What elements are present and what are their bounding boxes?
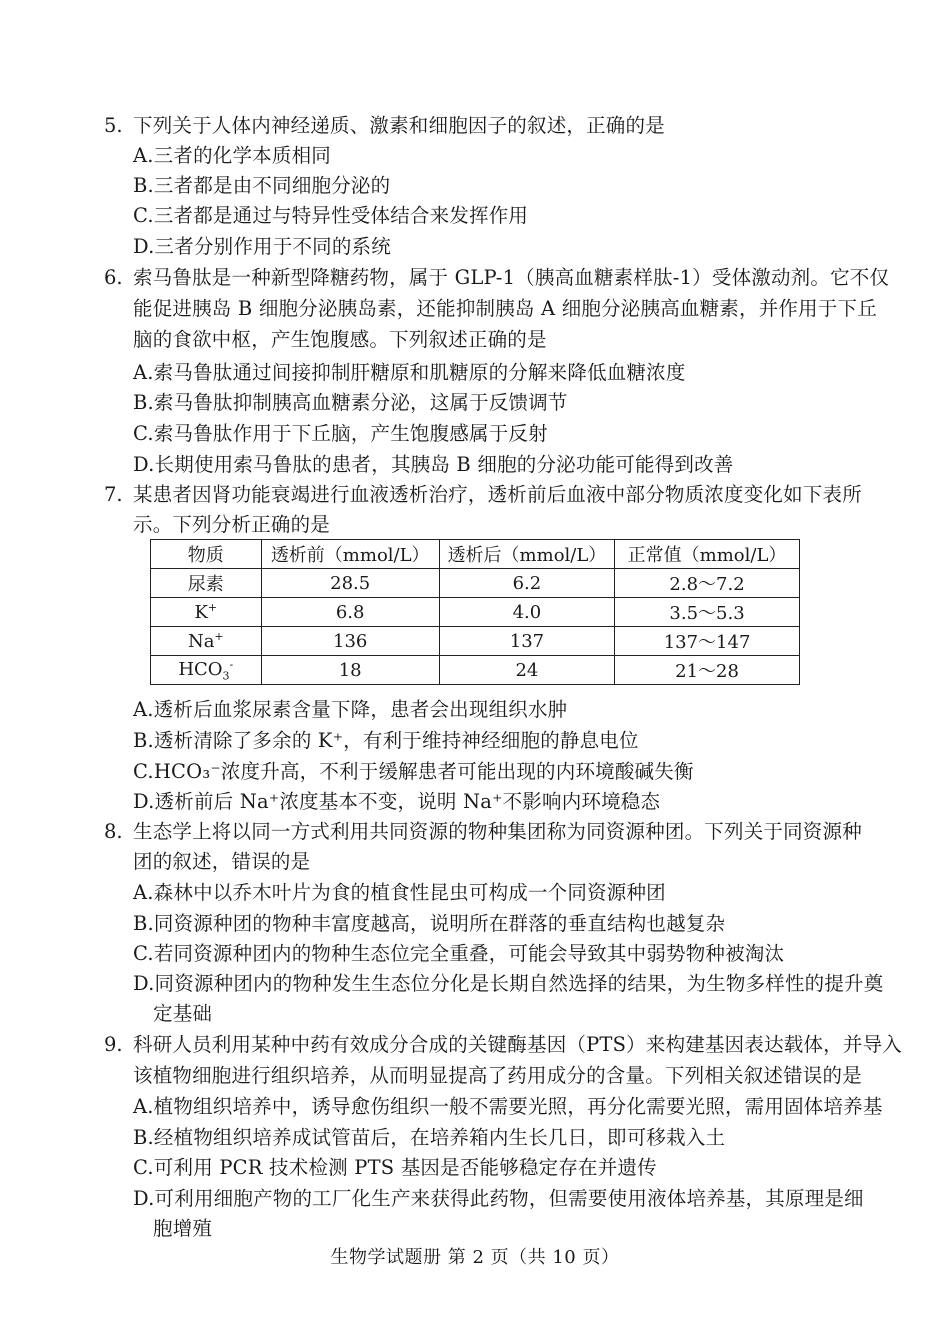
question-9-option-b: B.经植物组织培养成试管苗后，在培养箱内生长几日，即可移栽入土 <box>133 1126 726 1149</box>
substance-name: 尿素 <box>187 574 224 595</box>
question-8-option-a: A.森林中以乔木叶片为食的植食性昆虫可构成一个同资源种团 <box>133 881 666 904</box>
question-6-stem-line-3: 脑的食欲中枢，产生饱腹感。下列叙述正确的是 <box>133 328 547 351</box>
question-6-option-d: D.长期使用索马鲁肽的患者，其胰岛 B 细胞的分泌功能可能得到改善 <box>133 453 734 476</box>
question-8-stem-line-1: 生态学上将以同一方式利用共同资源的物种集团称为同资源种团。下列关于同资源种 <box>133 820 862 843</box>
before-cell: 6.8 <box>261 598 439 627</box>
question-8-number: 8. <box>104 820 123 843</box>
dialysis-table <box>150 539 800 685</box>
substance-cell <box>151 598 262 627</box>
table-row <box>151 627 800 656</box>
question-5-stem: 下列关于人体内神经递质、激素和细胞因子的叙述，正确的是 <box>133 114 665 137</box>
after-cell: 6.2 <box>439 569 614 598</box>
page-footer: 生物学试题册 第 2 页（共 10 页） <box>330 1247 620 1268</box>
question-7-number: 7. <box>104 483 123 506</box>
after-cell: 4.0 <box>439 598 614 627</box>
question-5-option-b: B.三者都是由不同细胞分泌的 <box>133 174 391 197</box>
before-cell: 28.5 <box>261 569 439 598</box>
question-8-option-d-line-2: 定基础 <box>153 1002 213 1025</box>
substance-cell <box>151 627 262 656</box>
question-5-number: 5. <box>104 114 123 137</box>
question-7-option-a: A.透析后血浆尿素含量下降，患者会出现组织水肿 <box>133 698 568 721</box>
after-cell: 137 <box>439 627 614 656</box>
table-header-cell: 正常值（mmol/L） <box>615 540 800 569</box>
question-8-option-b: B.同资源种团的物种丰富度越高，说明所在群落的垂直结构也越复杂 <box>133 912 726 935</box>
substance-subscript: 3 <box>222 669 230 683</box>
normal-cell: 21～28 <box>615 656 800 685</box>
question-5-option-a: A.三者的化学本质相同 <box>133 144 331 167</box>
question-8-option-d-line-1: D.同资源种团内的物种发生生态位分化是长期自然选择的结果，为生物多样性的提升奠 <box>133 972 884 995</box>
substance-charge: + <box>207 601 218 614</box>
question-9-stem-line-2: 该植物细胞进行组织培养，从而明显提高了药用成分的含量。下列相关叙述错误的是 <box>133 1064 862 1087</box>
question-9-option-a: A.植物组织培养中，诱导愈伤组织一般不需要光照，再分化需要光照，需用固体培养基 <box>133 1095 883 1118</box>
question-5-option-d: D.三者分别作用于不同的系统 <box>133 235 391 258</box>
substance-charge: + <box>214 630 224 643</box>
question-7-stem-line-2: 示。下列分析正确的是 <box>133 513 331 536</box>
table-header-cell: 透析前（mmol/L） <box>261 540 439 569</box>
before-cell: 136 <box>261 627 439 656</box>
substance-cell <box>151 569 262 598</box>
substance-charge: - <box>229 657 234 671</box>
before-cell: 18 <box>261 656 439 685</box>
question-8-option-c: C.若同资源种团内的物种生态位完全重叠，可能会导致其中弱势物种被淘汰 <box>133 942 785 965</box>
question-9-option-d-line-1: D.可利用细胞产物的工厂化生产来获得此药物，但需要使用液体培养基，其原理是细 <box>133 1187 864 1210</box>
question-5-option-c: C.三者都是通过与特异性受体结合来发挥作用 <box>133 204 529 227</box>
question-7-option-d: D.透析前后 Na⁺浓度基本不变，说明 Na⁺不影响内环境稳态 <box>133 790 661 813</box>
question-7-option-c: C.HCO₃⁻浓度升高，不利于缓解患者可能出现的内环境酸碱失衡 <box>133 760 694 783</box>
question-6-option-c: C.索马鲁肽作用于下丘脑，产生饱腹感属于反射 <box>133 422 548 445</box>
substance-name: Na <box>187 631 215 652</box>
substance-name: K <box>194 602 208 623</box>
table-header-row <box>151 540 800 569</box>
question-6-number: 6. <box>104 266 123 289</box>
normal-cell: 2.8～7.2 <box>615 569 800 598</box>
question-6-option-a: A.索马鲁肽通过间接抑制肝糖原和肌糖原的分解来降低血糖浓度 <box>133 361 686 384</box>
question-6-option-b: B.索马鲁肽抑制胰高血糖素分泌，这属于反馈调节 <box>133 391 568 414</box>
question-9-option-d-line-2: 胞增殖 <box>153 1217 213 1240</box>
table-header-cell: 透析后（mmol/L） <box>439 540 614 569</box>
question-7-option-b: B.透析清除了多余的 K⁺，有利于维持神经细胞的静息电位 <box>133 729 639 752</box>
normal-cell: 137～147 <box>615 627 800 656</box>
normal-cell: 3.5～5.3 <box>615 598 800 627</box>
substance-name: HCO <box>178 658 223 680</box>
table-row <box>151 569 800 598</box>
table-header-cell: 物质 <box>151 540 262 569</box>
question-8-stem-line-2: 团的叙述，错误的是 <box>133 850 311 873</box>
table-row <box>151 598 800 627</box>
question-6-stem-line-2: 能促进胰岛 B 细胞分泌胰岛素，还能抑制胰岛 A 细胞分泌胰高血糖素，并作用于下丘 <box>133 297 877 320</box>
substance-cell <box>151 656 262 685</box>
question-9-stem-line-1: 科研人员利用某种中药有效成分合成的关键酶基因（PTS）来构建基因表达载体，并导入 <box>133 1033 902 1056</box>
question-9-option-c: C.可利用 PCR 技术检测 PTS 基因是否能够稳定存在并遗传 <box>133 1156 657 1179</box>
question-6-stem-line-1: 索马鲁肽是一种新型降糖药物，属于 GLP-1（胰高血糖素样肽-1）受体激动剂。它不仅 <box>133 266 890 289</box>
after-cell: 24 <box>439 656 614 685</box>
question-7-stem-line-1: 某患者因肾功能衰竭进行血液透析治疗，透析前后血液中部分物质浓度变化如下表所 <box>133 483 862 506</box>
table-row <box>151 656 800 685</box>
question-9-number: 9. <box>104 1033 123 1056</box>
